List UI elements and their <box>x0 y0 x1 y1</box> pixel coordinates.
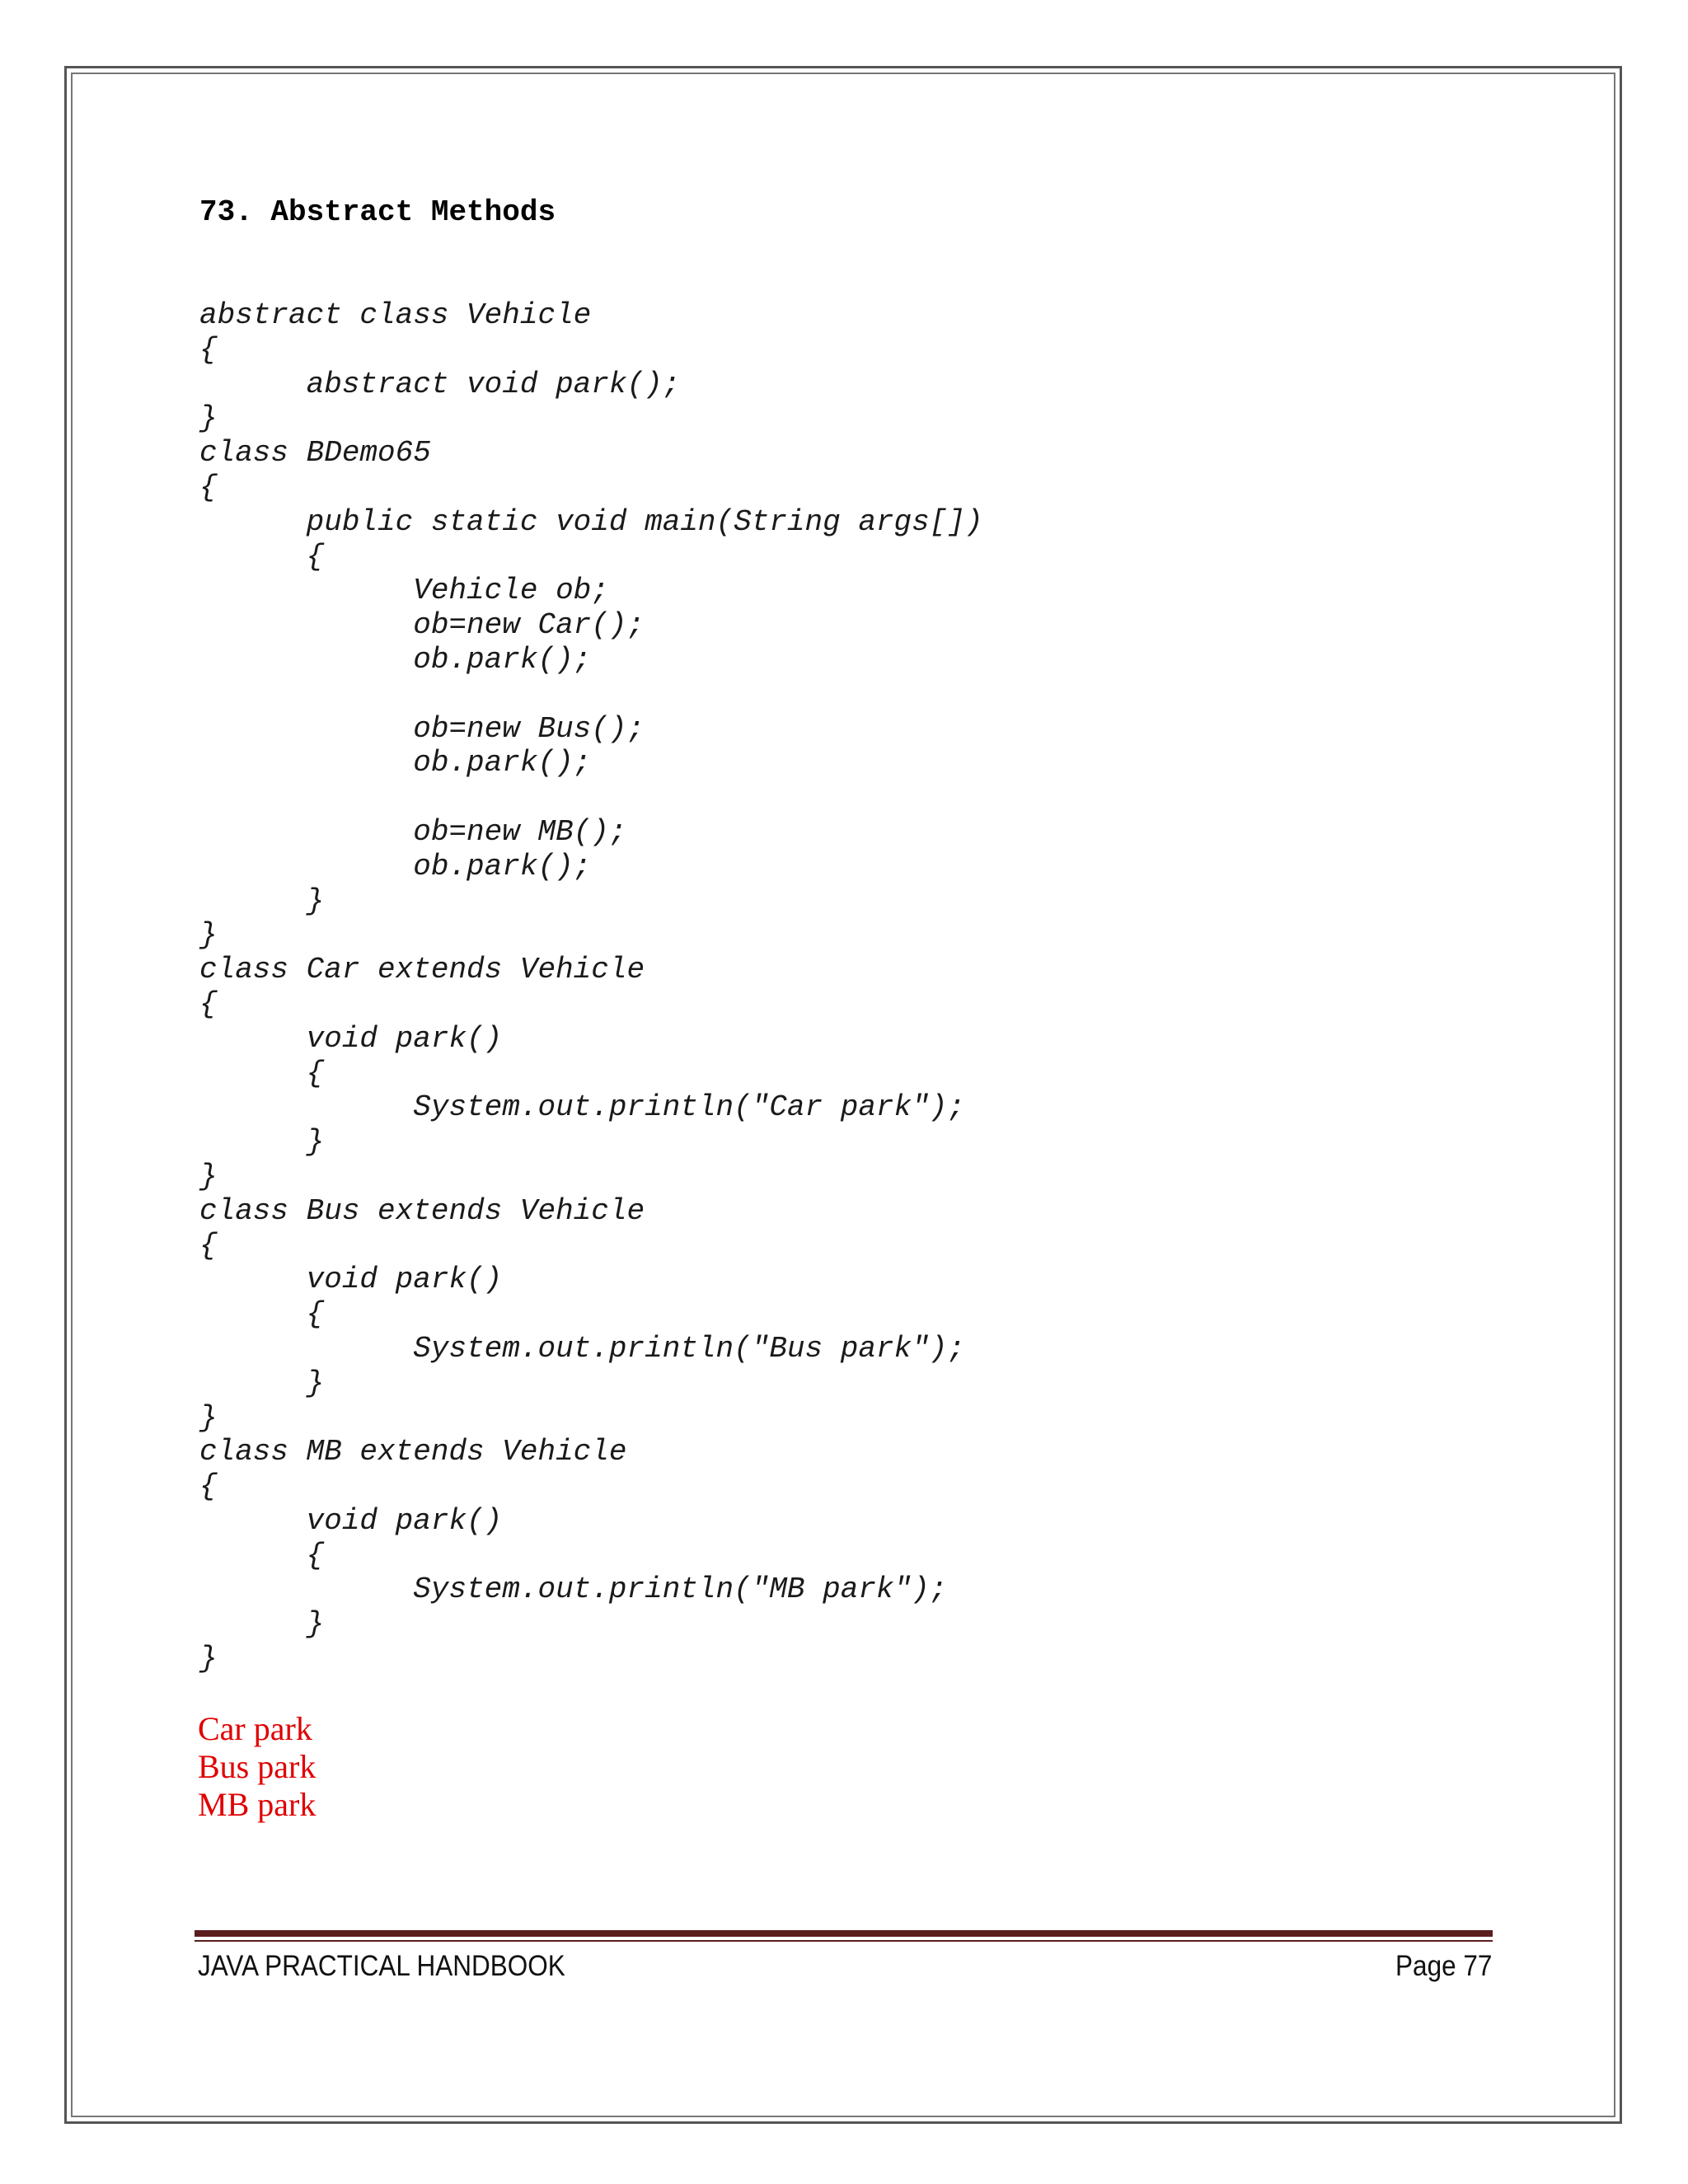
code-line: ob.park(); <box>199 849 592 883</box>
code-line: } <box>199 1642 218 1676</box>
code-line: { <box>199 1228 218 1263</box>
code-line: System.out.println("Car park"); <box>199 1090 965 1125</box>
code-line: { <box>199 987 218 1021</box>
code-line: } <box>199 1125 325 1160</box>
code-line: void park() <box>199 1021 503 1056</box>
code-line <box>199 780 983 815</box>
code-line: { <box>199 539 325 574</box>
code-line: void park() <box>199 1503 503 1538</box>
code-line: } <box>199 1159 218 1193</box>
footer-title: JAVA PRACTICAL HANDBOOK <box>198 1950 565 1982</box>
footer-page-number: Page 77 <box>1395 1950 1492 1982</box>
output-line: MB park <box>198 1786 316 1823</box>
code-line: ob=new MB(); <box>199 814 627 849</box>
program-output <box>198 1710 316 1824</box>
section-heading: 73. Abstract Methods <box>199 195 556 229</box>
code-line: ob.park(); <box>199 746 592 780</box>
code-listing <box>199 298 983 1676</box>
code-line: ob=new Bus(); <box>199 711 645 746</box>
code-line: System.out.println("Bus park"); <box>199 1331 965 1366</box>
code-line: ob=new Car(); <box>199 608 645 643</box>
code-line: System.out.println("MB park"); <box>199 1572 948 1607</box>
output-line: Car park <box>198 1710 312 1747</box>
code-line: ob.park(); <box>199 642 592 677</box>
code-line: } <box>199 1400 218 1435</box>
code-line: public static void main(String args[]) <box>199 504 983 539</box>
code-line: } <box>199 1366 325 1400</box>
code-line: } <box>199 918 218 953</box>
code-line: abstract void park(); <box>199 367 681 401</box>
code-line: { <box>199 1469 218 1504</box>
code-line: { <box>199 1297 325 1332</box>
code-line: abstract class Vehicle <box>199 298 592 332</box>
code-line: } <box>199 401 218 436</box>
code-line: class Bus extends Vehicle <box>199 1193 645 1228</box>
code-line: { <box>199 1538 325 1572</box>
code-line: class BDemo65 <box>199 436 431 471</box>
code-line: { <box>199 1056 325 1090</box>
code-line: { <box>199 332 218 367</box>
code-line: void park() <box>199 1263 503 1297</box>
code-line: { <box>199 470 218 504</box>
code-line: class Car extends Vehicle <box>199 953 645 987</box>
footer-rule-thick <box>195 1930 1493 1937</box>
code-line: } <box>199 1607 325 1642</box>
code-line <box>199 677 983 712</box>
footer-rule-thin <box>195 1940 1493 1942</box>
code-line: Vehicle ob; <box>199 574 609 608</box>
code-line: } <box>199 883 325 918</box>
output-line: Bus park <box>198 1748 316 1785</box>
code-line: class MB extends Vehicle <box>199 1435 627 1469</box>
